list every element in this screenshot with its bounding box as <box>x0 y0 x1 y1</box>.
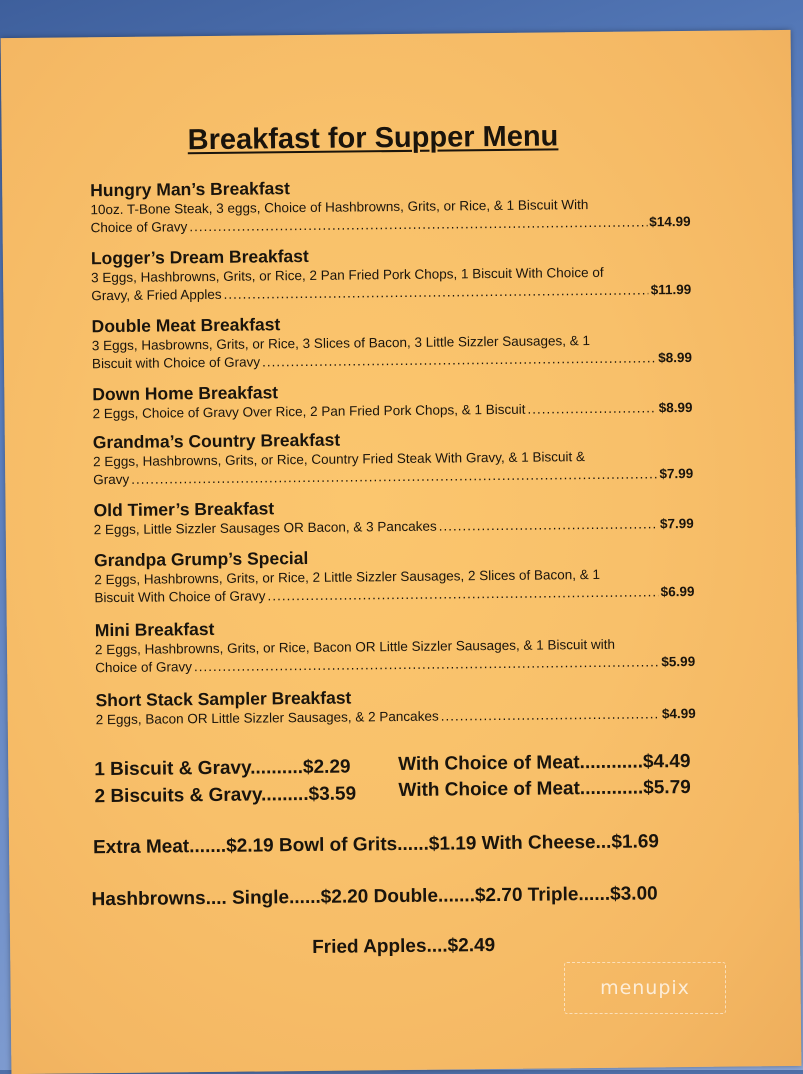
hashbrowns-row <box>92 883 658 911</box>
menu-item-double-meat <box>92 309 693 373</box>
item-desc-line2: Choice of Gravy <box>95 659 193 676</box>
biscuit-row-1 <box>94 757 350 782</box>
double-label: Double <box>373 885 439 908</box>
item-description <box>94 565 694 607</box>
item-desc-line1: 3 Eggs, Hashbrowns, Grits, or Rice, 2 Pan Fried Pork Chops, 1 Biscuit With Choice of <box>91 264 604 286</box>
biscuit-1-price: $2.29 <box>302 756 351 779</box>
cheese-price: $1.69 <box>611 831 660 853</box>
item-name: Down Home Breakfast <box>92 382 279 405</box>
watermark-logo <box>564 962 726 1014</box>
dot-leader <box>527 399 656 418</box>
item-desc-line1: 2 Eggs, Hashbrowns, Grits, or Rice, Country Fried Steak With Gravy, & 1 Biscuit & <box>92 449 586 470</box>
dot-leader <box>189 213 647 236</box>
menu-item-mini <box>95 613 696 677</box>
item-name: Grandma’s Country Breakfast <box>92 429 341 453</box>
item-name: Double Meat Breakfast <box>91 314 281 337</box>
dot-leader: ....... <box>437 885 476 907</box>
dot-leader: .... <box>205 887 227 910</box>
dot-leader: ...... <box>578 883 611 906</box>
menu-content <box>1 30 802 1074</box>
item-name: Grandpa Grump’s Special <box>93 547 309 571</box>
dot-leader: ............ <box>579 751 644 774</box>
biscuit-2-label: 2 Biscuits & Gravy <box>94 784 262 808</box>
dot-leader: ... <box>595 831 612 853</box>
dot-leader <box>439 515 658 535</box>
item-price: $8.99 <box>658 399 693 416</box>
extra-meat-price: $2.19 <box>226 835 274 857</box>
item-price: $4.99 <box>661 705 696 722</box>
biscuit-1-meat-label: With Choice of Meat <box>398 752 580 776</box>
item-description <box>92 331 692 373</box>
dot-leader: ...... <box>397 833 429 856</box>
menu-item-short-stack <box>95 683 695 729</box>
item-desc-line2: Gravy <box>93 471 130 488</box>
biscuit-2-meat-label: With Choice of Meat <box>398 778 580 802</box>
single-price: $2.20 <box>320 886 369 908</box>
biscuit-1-meat-price: $4.49 <box>642 750 691 773</box>
dot-leader: ......... <box>260 783 309 806</box>
item-description <box>91 263 691 305</box>
item-desc-line1: 10oz. T-Bone Steak, 3 eggs, Choice of Hashbrowns, Grits, or Rice, & 1 Biscuit With <box>90 197 589 218</box>
item-desc-line1: 2 Eggs, Hashbrowns, Grits, or Rice, 2 Little Sizzler Sausages, 2 Slices of Bacon, & 1 <box>94 566 601 588</box>
single-label: Single <box>231 887 290 909</box>
item-price: $5.99 <box>661 653 696 670</box>
item-desc-line: 2 Eggs, Little Sizzler Sausages OR Bacon, & 3 Pancakes <box>93 518 437 538</box>
dot-leader <box>194 653 660 676</box>
hashbrowns-label: Hashbrowns <box>91 888 206 911</box>
dot-leader <box>224 281 649 303</box>
biscuit-2-meat-price: $5.79 <box>643 776 691 799</box>
triple-label: Triple <box>527 884 579 906</box>
menu-item-grandpa-grumps <box>94 543 695 607</box>
item-desc-line2: Biscuit with Choice of Gravy <box>91 354 261 372</box>
menu-sheet <box>1 30 802 1074</box>
item-desc-line2: Biscuit With Choice of Gravy <box>94 588 266 606</box>
fried-apples-row <box>312 935 495 959</box>
dot-leader: ...... <box>288 886 321 909</box>
watermark-text: menupix <box>600 977 690 999</box>
item-price: $6.99 <box>660 583 695 600</box>
dot-leader: ....... <box>189 835 227 858</box>
biscuit-meat-row-1 <box>398 751 691 776</box>
fried-apples-label: Fried Apples <box>312 935 427 958</box>
item-desc-line: 2 Eggs, Bacon OR Little Sizzler Sausages, & 2 Pancakes <box>95 708 439 728</box>
menu-item-grandmas-country <box>93 425 694 489</box>
dot-leader <box>267 583 658 605</box>
item-desc-line2: Gravy, & Fried Apples <box>91 286 222 304</box>
grits-price: $1.19 <box>428 833 477 855</box>
extra-meat-label: Extra Meat <box>92 836 190 859</box>
item-desc-line1: 2 Eggs, Hashbrowns, Grits, or Rice, Bacon OR Little Sizzler Sausages, & 1 Biscuit with <box>94 636 616 658</box>
dot-leader: .......... <box>250 757 304 779</box>
item-price: $14.99 <box>649 213 691 230</box>
item-price: $8.99 <box>658 349 693 366</box>
menu-title: Breakfast for Supper Menu <box>187 120 559 157</box>
double-price: $2.70 <box>474 884 523 907</box>
dot-leader <box>262 349 656 371</box>
biscuit-meat-row-2 <box>398 777 691 802</box>
dot-leader: ............ <box>579 777 644 800</box>
item-price: $11.99 <box>650 281 692 298</box>
grits-label: Bowl of Grits <box>278 834 398 857</box>
dot-leader <box>441 705 660 725</box>
item-desc-line: 2 Eggs, Choice of Gravy Over Rice, 2 Pan Fried Pork Chops, & 1 Biscuit <box>92 401 526 422</box>
biscuit-1-label: 1 Biscuit & Gravy <box>94 757 251 781</box>
fried-apples-price: $2.49 <box>447 935 496 957</box>
menu-item-loggers-dream <box>91 241 692 305</box>
item-name: Logger’s Dream Breakfast <box>90 245 309 269</box>
item-desc-line1: 3 Eggs, Hasbrowns, Grits, or Rice, 3 Slices of Bacon, 3 Little Sizzler Sausages, & 1 <box>91 333 591 354</box>
cheese-label: With Cheese <box>481 831 596 855</box>
item-desc-line2: Choice of Gravy <box>90 219 188 236</box>
biscuit-row-2 <box>94 783 356 808</box>
menu-item-old-timers <box>93 493 693 539</box>
item-name: Short Stack Sampler Breakfast <box>95 687 352 711</box>
item-description <box>93 447 693 489</box>
item-price: $7.99 <box>659 515 694 532</box>
dot-leader: .... <box>426 935 448 957</box>
item-name: Mini Breakfast <box>94 618 215 641</box>
item-price: $7.99 <box>659 465 694 482</box>
triple-price: $3.00 <box>610 883 658 905</box>
item-description <box>90 195 690 237</box>
item-name: Hungry Man’s Breakfast <box>90 178 290 201</box>
item-description <box>95 635 695 677</box>
menu-item-down-home <box>92 377 692 423</box>
extras-row <box>93 831 659 859</box>
item-name: Old Timer’s Breakfast <box>93 498 275 521</box>
menu-item-hungry-man <box>90 173 691 237</box>
biscuit-2-price: $3.59 <box>308 783 357 805</box>
